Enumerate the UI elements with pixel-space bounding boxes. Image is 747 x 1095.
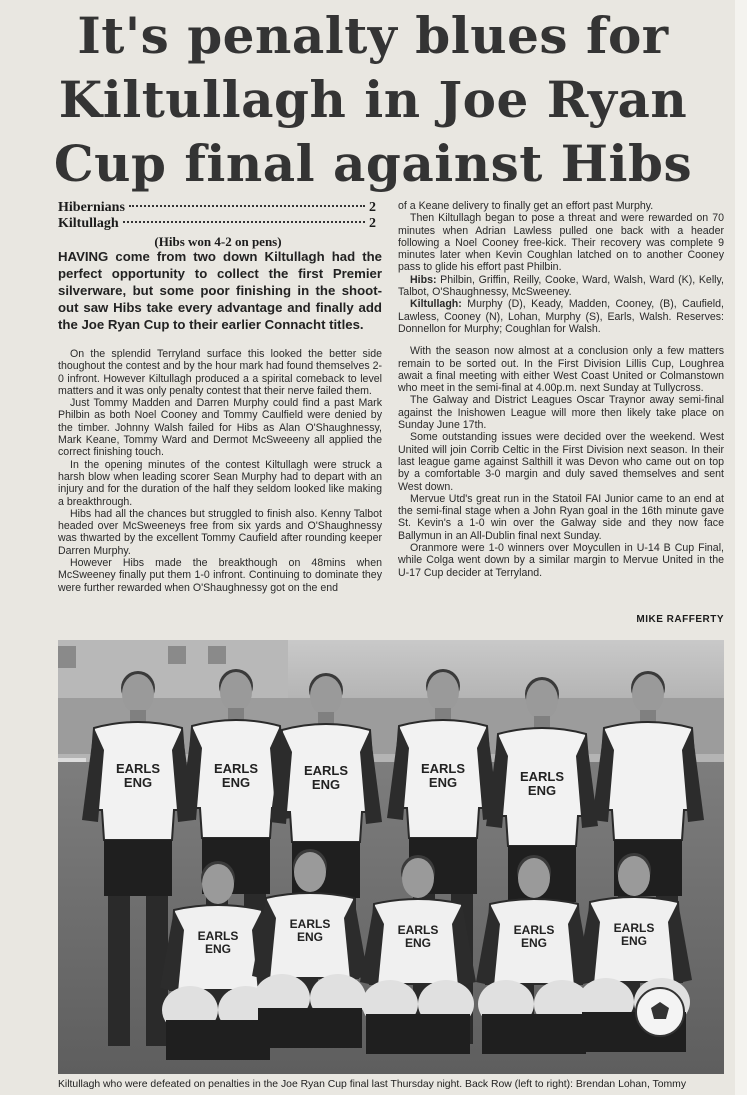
headline-line-2: Kiltullagh in Joe Ryan	[58, 70, 688, 129]
svg-text:ENG: ENG	[620, 934, 648, 948]
svg-text:EARLS: EARLS	[303, 763, 349, 778]
paragraph: In the opening minutes of the contest Kiltullagh were struck a harsh blow when leading scorer Sean Murphy had to depart with an injury and for the duration of the half they seldom looked like making a breakthrough.	[58, 458, 382, 508]
lineup-label: Kiltullagh:	[410, 298, 462, 311]
score-row-kiltullagh	[58, 216, 376, 232]
svg-text:ENG: ENG	[404, 936, 432, 950]
byline: MIKE RAFFERTY	[636, 614, 724, 625]
svg-text:EARLS: EARLS	[613, 921, 655, 935]
score-row-hibernians	[58, 200, 376, 216]
lineup-label: Hibs:	[410, 273, 437, 286]
team-photo	[58, 640, 724, 1074]
photo-caption: Kiltullagh who were defeated on penalties in the Joe Ryan Cup final last Thursday night. Back Row (left to right): Brendan Lohan, Tommy	[58, 1079, 687, 1090]
paragraph: Mervue Utd's great run in the Statoil FAI Junior came to an end at the semi-final stage when a John Ryan goal in the 16th minute gave St. Kevin's a 1-0 win over the Galway side and they now face Ballymun in an All-Dublin final next Sunday.	[398, 492, 724, 542]
team-name: Kiltullagh	[58, 216, 119, 231]
paragraph: Just Tommy Madden and Darren Murphy could find a past Mark Philbin as both Noel Cooney and Tommy Caulfield were denied by the timber. Johnny Walsh failed for Hibs as Alan O'Shaughnessy, Mark Keane, Tommy Ward and Dermot McSweeeny all applied the correct finishing touch.	[58, 397, 382, 459]
lineup-players: Murphy (D), Keady, Madden, Cooney, (B), Caufield, Lawless, Cooney (N), Lohan, Murphy (S), Earls, Walsh. Reserves: Donnellon for Murphy; Coughlan for Walsh.	[398, 298, 724, 335]
svg-text:EARLS: EARLS	[513, 923, 555, 937]
svg-text:EARLS: EARLS	[519, 769, 565, 784]
headline-line-1: It's penalty blues for	[77, 6, 669, 65]
svg-text:ENG: ENG	[311, 777, 341, 792]
page-edge	[735, 0, 747, 1095]
svg-text:EARLS: EARLS	[197, 929, 239, 943]
paragraph: On the splendid Terryland surface this looked the better side thoughout the contest and by the hour mark had found themselves 2-0 infront. However Kiltullagh produced a a spirital comeback to level matters and it was only penalty contest that their nerve failed them.	[58, 348, 382, 397]
paragraph: Hibs had all the chances but struggled to finish also. Kenny Talbot headed over McSweeneys free from six yards and O'Shaughnessy was thwarted by the excellent Tommy Caufield after rounding keeper Darren Murphy.	[58, 507, 382, 557]
paragraph: However Hibs made the breakthough on 48mins when McSweeney finally put them 1-0 infront. Continuing to dominate they were further rewarded when O'Shaughnessy got on the end	[58, 557, 382, 594]
dot-leader	[123, 221, 365, 223]
svg-text:EARLS: EARLS	[420, 761, 466, 776]
lineup-kiltullagh	[398, 298, 724, 335]
svg-text:EARLS: EARLS	[289, 917, 331, 931]
team-score: 2	[369, 216, 376, 231]
paragraph: With the season now almost at a conclusion only a few matters remain to be sorted out. In the First Division Lillis Cup, Loughrea await a final meeting with either West Coast United or Colmanstown who meet in the semi-final at 4.00p.m. next Sunday at Tullycross.	[398, 345, 724, 395]
dot-leader	[129, 205, 365, 207]
team-score: 2	[369, 200, 376, 215]
svg-text:EARLS: EARLS	[213, 761, 259, 776]
svg-text:ENG: ENG	[204, 942, 232, 956]
svg-text:EARLS: EARLS	[115, 761, 161, 776]
paragraph: The Galway and District Leagues Oscar Traynor away semi-final against the Inishowen League will more then likely take place on Sunday June 17th.	[398, 394, 724, 432]
article-column-1	[58, 348, 382, 594]
svg-text:ENG: ENG	[296, 930, 324, 944]
team-name: Hibernians	[58, 200, 125, 215]
lineup-hibs	[398, 274, 724, 299]
football-icon	[636, 988, 684, 1036]
lineup-players: Philbin, Griffin, Reilly, Cooke, Ward, Walsh, Ward (K), Kelly, Talbot, O'Shaughnessy, McSweeney.	[398, 273, 724, 299]
penalty-note: (Hibs won 4-2 on pens)	[154, 234, 282, 249]
svg-text:ENG: ENG	[123, 775, 153, 790]
paragraph: Some outstanding issues were decided over the weekend. West United will join Corrib Celtic in the First Division next season. In their last league game against Salthill it was Devon who came out on top by a comfortable 3-0 margin and duly saved themselves and sent West down.	[398, 431, 724, 493]
svg-text:ENG: ENG	[520, 936, 548, 950]
headline-line-3: Cup final against Hibs	[53, 134, 693, 193]
intro-paragraph: HAVING come from two down Kiltullagh had the perfect opportunity to collect the first Premier silverware, but some poor finishing in the shoot-out saw Hibs take every advantage and finally add the Joe Ryan Cup to their earlier Connacht titles.	[58, 249, 382, 332]
paragraph: Oranmore were 1-0 winners over Moycullen in U-14 B Cup Final, while Colga went down by a similar margin to Mervue United in the U-17 Cup decider at Terryland.	[398, 542, 724, 579]
headline	[18, 4, 728, 196]
paragraph: Then Kiltullagh began to pose a threat and were rewarded on 70 minutes when Adrian Lawless pulled one back with a header following a Noel Cooney free-kick. Their recovery was complete 9 minutes later when Kevin Coughlan latched on to another Cooney pass to glide his effort past Philbin.	[398, 212, 724, 274]
svg-text:EARLS: EARLS	[397, 923, 439, 937]
article-column-2	[398, 200, 724, 579]
svg-text:ENG: ENG	[527, 783, 557, 798]
paragraph: of a Keane delivery to finally get an effort past Murphy.	[398, 200, 654, 212]
svg-text:ENG: ENG	[428, 775, 458, 790]
svg-text:ENG: ENG	[221, 775, 251, 790]
